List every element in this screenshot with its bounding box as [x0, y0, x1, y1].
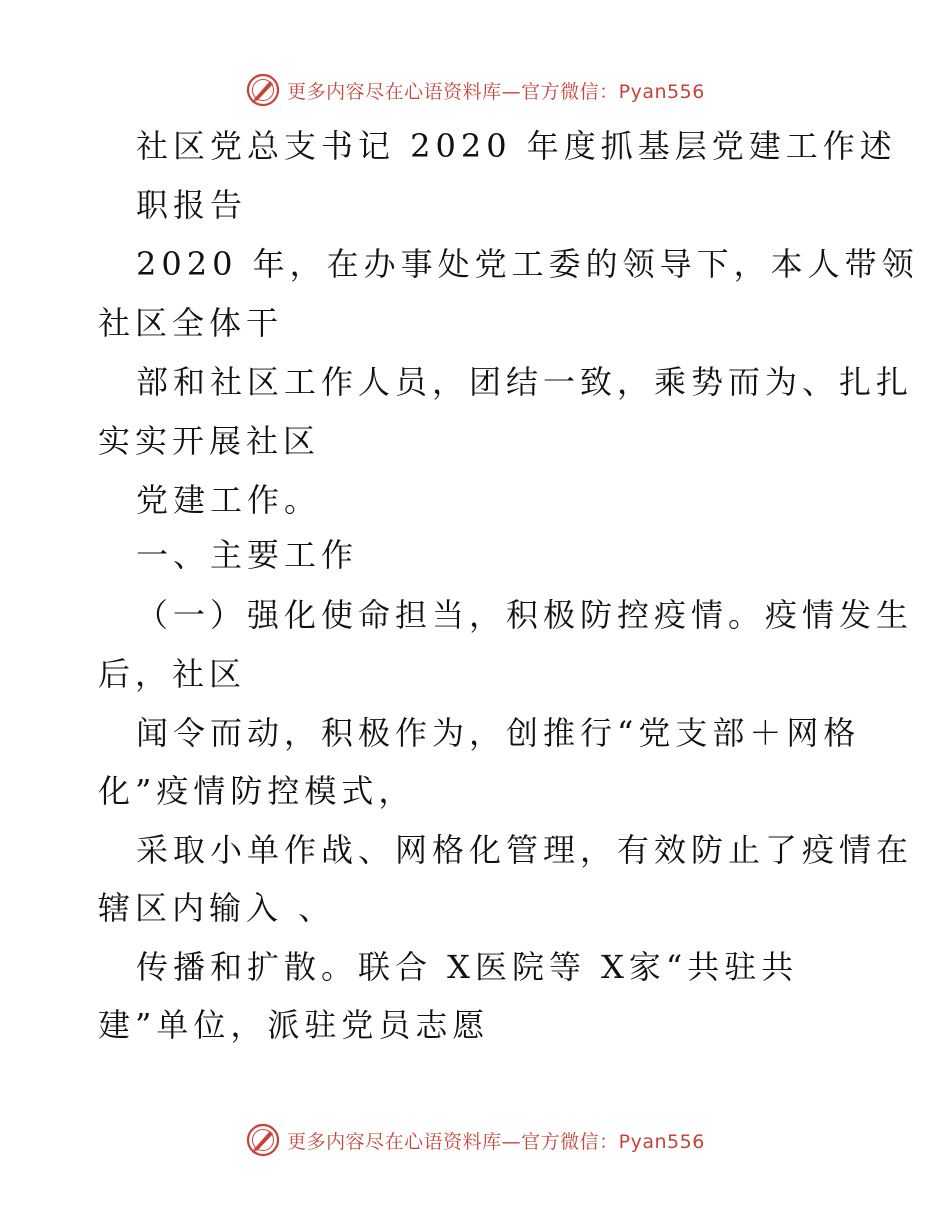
- quill-pen-seal-icon: [245, 72, 281, 108]
- paragraph-line: 2020 年，在办事处党工委的领导下，本人带领: [136, 245, 919, 283]
- header-watermark: [0, 68, 950, 112]
- paragraph-line: 辖区内输入 、: [98, 889, 336, 927]
- paragraph-line: 党建工作。: [136, 481, 322, 519]
- paragraph-line: 采取小单作战、网格化管理，有效防止了疫情在: [136, 831, 914, 869]
- paragraph-line: 传播和扩散。联合 X医院等 X家“共驻共: [136, 948, 799, 986]
- title-line-1: 社区党总支书记 2020 年度抓基层党建工作述: [136, 127, 897, 165]
- paragraph-line: 闻令而动，积极作为，创推行“党支部＋网格: [136, 714, 861, 752]
- section-heading: 一、主要工作: [136, 536, 359, 574]
- paragraph-line: 化”疫情防控模式，: [98, 772, 416, 810]
- footer-watermark: [0, 1118, 950, 1162]
- paragraph-line: 实实开展社区: [98, 422, 321, 460]
- watermark-text: 更多内容尽在心语资料库—官方微信：Pyan556: [287, 1130, 705, 1153]
- paragraph-line: 部和社区工作人员，团结一致，乘势而为、扎扎: [136, 363, 914, 401]
- paragraph-line: （一）强化使命担当，积极防控疫情。疫情发生: [136, 596, 914, 634]
- paragraph-line: 后，社区: [98, 655, 247, 693]
- paragraph-line: 社区全体干: [98, 304, 284, 342]
- paragraph-line: 建”单位，派驻党员志愿: [98, 1006, 490, 1044]
- title-line-2: 职报告: [136, 186, 248, 224]
- watermark-text: 更多内容尽在心语资料库—官方微信：Pyan556: [287, 80, 705, 103]
- quill-pen-seal-icon: [245, 1122, 281, 1158]
